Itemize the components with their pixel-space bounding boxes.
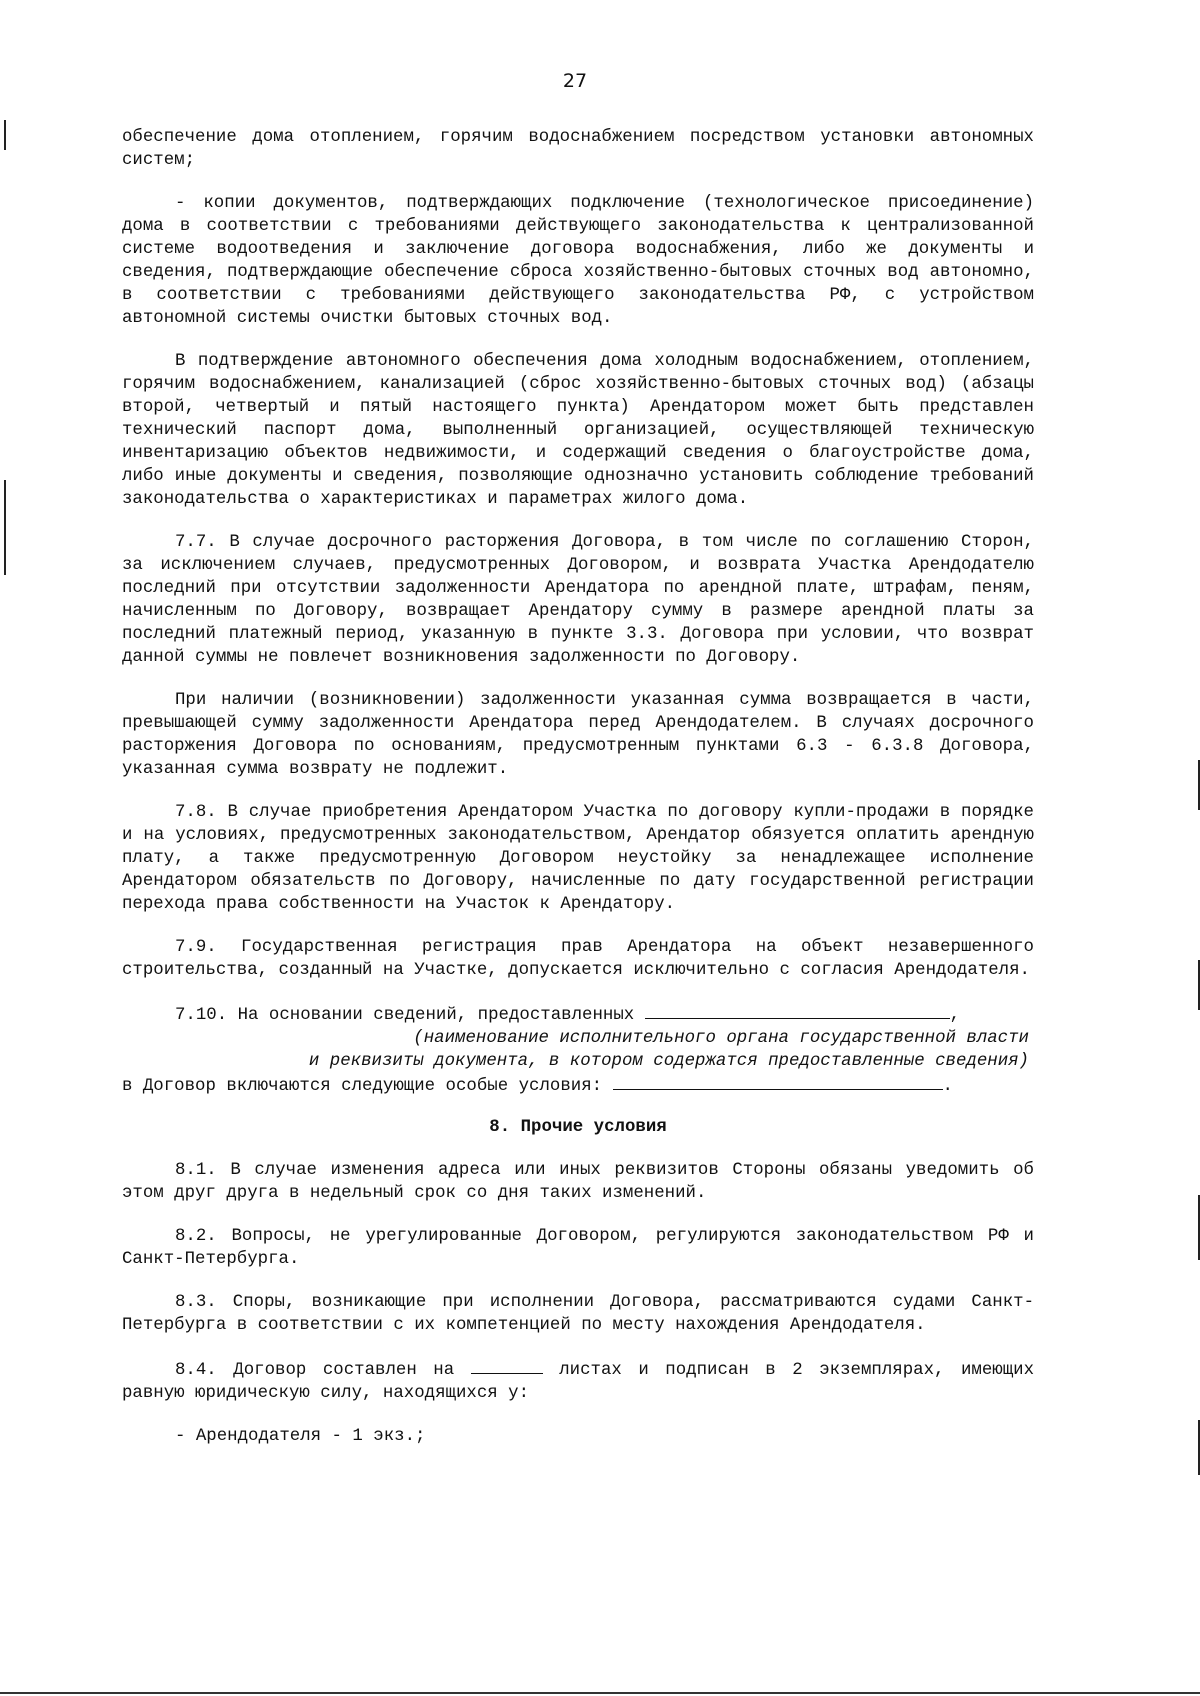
page-number: 27: [562, 70, 588, 92]
clause-7-10: [122, 1002, 1034, 1027]
clause-8-1: 8.1. В случае изменения адреса или иных реквизитов Стороны обязаны уведомить об этом друг друга в недельный срок со дня таких изменений.: [122, 1161, 1034, 1203]
clause-8-2: 8.2. Вопросы, не урегулированные Договором, регулируются законодательством РФ и Санкт-Петербурга.: [122, 1227, 1034, 1269]
scan-bottom-edge: [0, 1692, 1200, 1694]
field-note-line1: (наименование исполнительного органа государственной власти: [413, 1029, 1029, 1048]
document-body: [122, 126, 1034, 1448]
section-heading: 8. Прочие условия: [489, 1118, 667, 1137]
special-conditions-text: в Договор включаются следующие особые условия:: [122, 1077, 603, 1096]
clause-8-4-end: листах и подписан в 2 экземплярах, имеющих равную юридическую силу, находящихся у:: [122, 1361, 1035, 1403]
blank-field-special-conditions[interactable]: [613, 1073, 943, 1090]
scan-edge-mark: [4, 480, 6, 575]
clause-8-3: 8.3. Споры, возникающие при исполнении Договора, рассматриваются судами Санкт-Петербурга в соответствии с их компетенцией по месту нахождения Арендодателя.: [122, 1293, 1034, 1335]
blank-field-sheets[interactable]: [471, 1357, 543, 1374]
comma: ,: [949, 1006, 961, 1025]
scan-edge-mark: [4, 120, 6, 150]
paragraph: При наличии (возникновении) задолженности указанная сумма возвращается в части, превышающей сумму задолженности Арендатора перед Арендодателем. В случаях досрочного расторжения Договора по основаниям, предусмотренным пунктами 6.3 - 6.3.8 Договора, указанная сумма возврату не подлежит.: [122, 691, 1034, 779]
paragraph: обеспечение дома отоплением, горячим водоснабжением посредством установки автономных систем;: [122, 128, 1034, 170]
special-conditions-line: [122, 1073, 1034, 1098]
paragraph: В подтверждение автономного обеспечения дома холодным водоснабжением, отоплением, горячим водоснабжением, канализацией (сброс хозяйственно-бытовых сточных вод) (абзацы второй, четвертый и пятый настоящего пункта) Арендатором может быть представлен технический паспорт дома, выполненный организацией, осуществляющей техническую инвентаризацию объектов недвижимости, и содержащий сведения о благоустройстве дома, либо иные документы и сведения, позволяющие однозначно установить соблюдение требований законодательства о характеристиках и параметрах жилого дома.: [122, 352, 1034, 509]
clause-7-9: 7.9. Государственная регистрация прав Арендатора на объект незавершенного строительства, созданный на Участке, допускается исключительно с согласия Арендодателя.: [122, 938, 1034, 980]
paragraph: - копии документов, подтверждающих подключение (технологическое присоединение) дома в соответствии с требованиями действующего законодательства к централизованной системе водоотведения и заключение договора водоснабжения, либо же документы и сведения, подтверждающие обеспечение сброса хозяйственно-бытовых сточных вод автономно, в соответствии с требованиями действующего законодательства РФ, с устройством автономной системы очистки бытовых сточных вод.: [122, 194, 1034, 328]
clause-8-4: [122, 1357, 1034, 1405]
clause-7-8: 7.8. В случае приобретения Арендатором Участка по договору купли-продажи в порядке и на условиях, предусмотренных законодательством, Арендатор обязуется оплатить арендную плату, а также предусмотренную Договором неустойку за ненадлежащее исполнение Арендатором обязательств по Договору, начисленные по дату государственной регистрации перехода права собственности на Участок к Арендатору.: [122, 803, 1034, 914]
list-item: - Арендодателя - 1 экз.;: [175, 1427, 426, 1446]
blank-field-authority[interactable]: [645, 1002, 950, 1019]
clause-7-10-text: 7.10. На основании сведений, предоставленных: [175, 1006, 635, 1025]
clause-7-7: 7.7. В случае досрочного расторжения Договора, в том числе по соглашению Сторон, за исключением случаев, предусмотренных Договором, и возврата Участка Арендодателю последний при отсутствии задолженности Арендатора по арендной плате, штрафам, пеням, начисленным по Договору, возвращает Арендатору сумму в размере арендной платы за последний платежный период, указанную в пункте 3.3. Договора при условии, что возврат данной суммы не повлечет возникновения задолженности по Договору.: [122, 533, 1034, 667]
period: .: [942, 1077, 953, 1096]
field-note-line2: и реквизиты документа, в котором содержатся предоставленные сведения): [308, 1052, 1029, 1071]
clause-8-4-start: 8.4. Договор составлен на: [175, 1361, 455, 1380]
